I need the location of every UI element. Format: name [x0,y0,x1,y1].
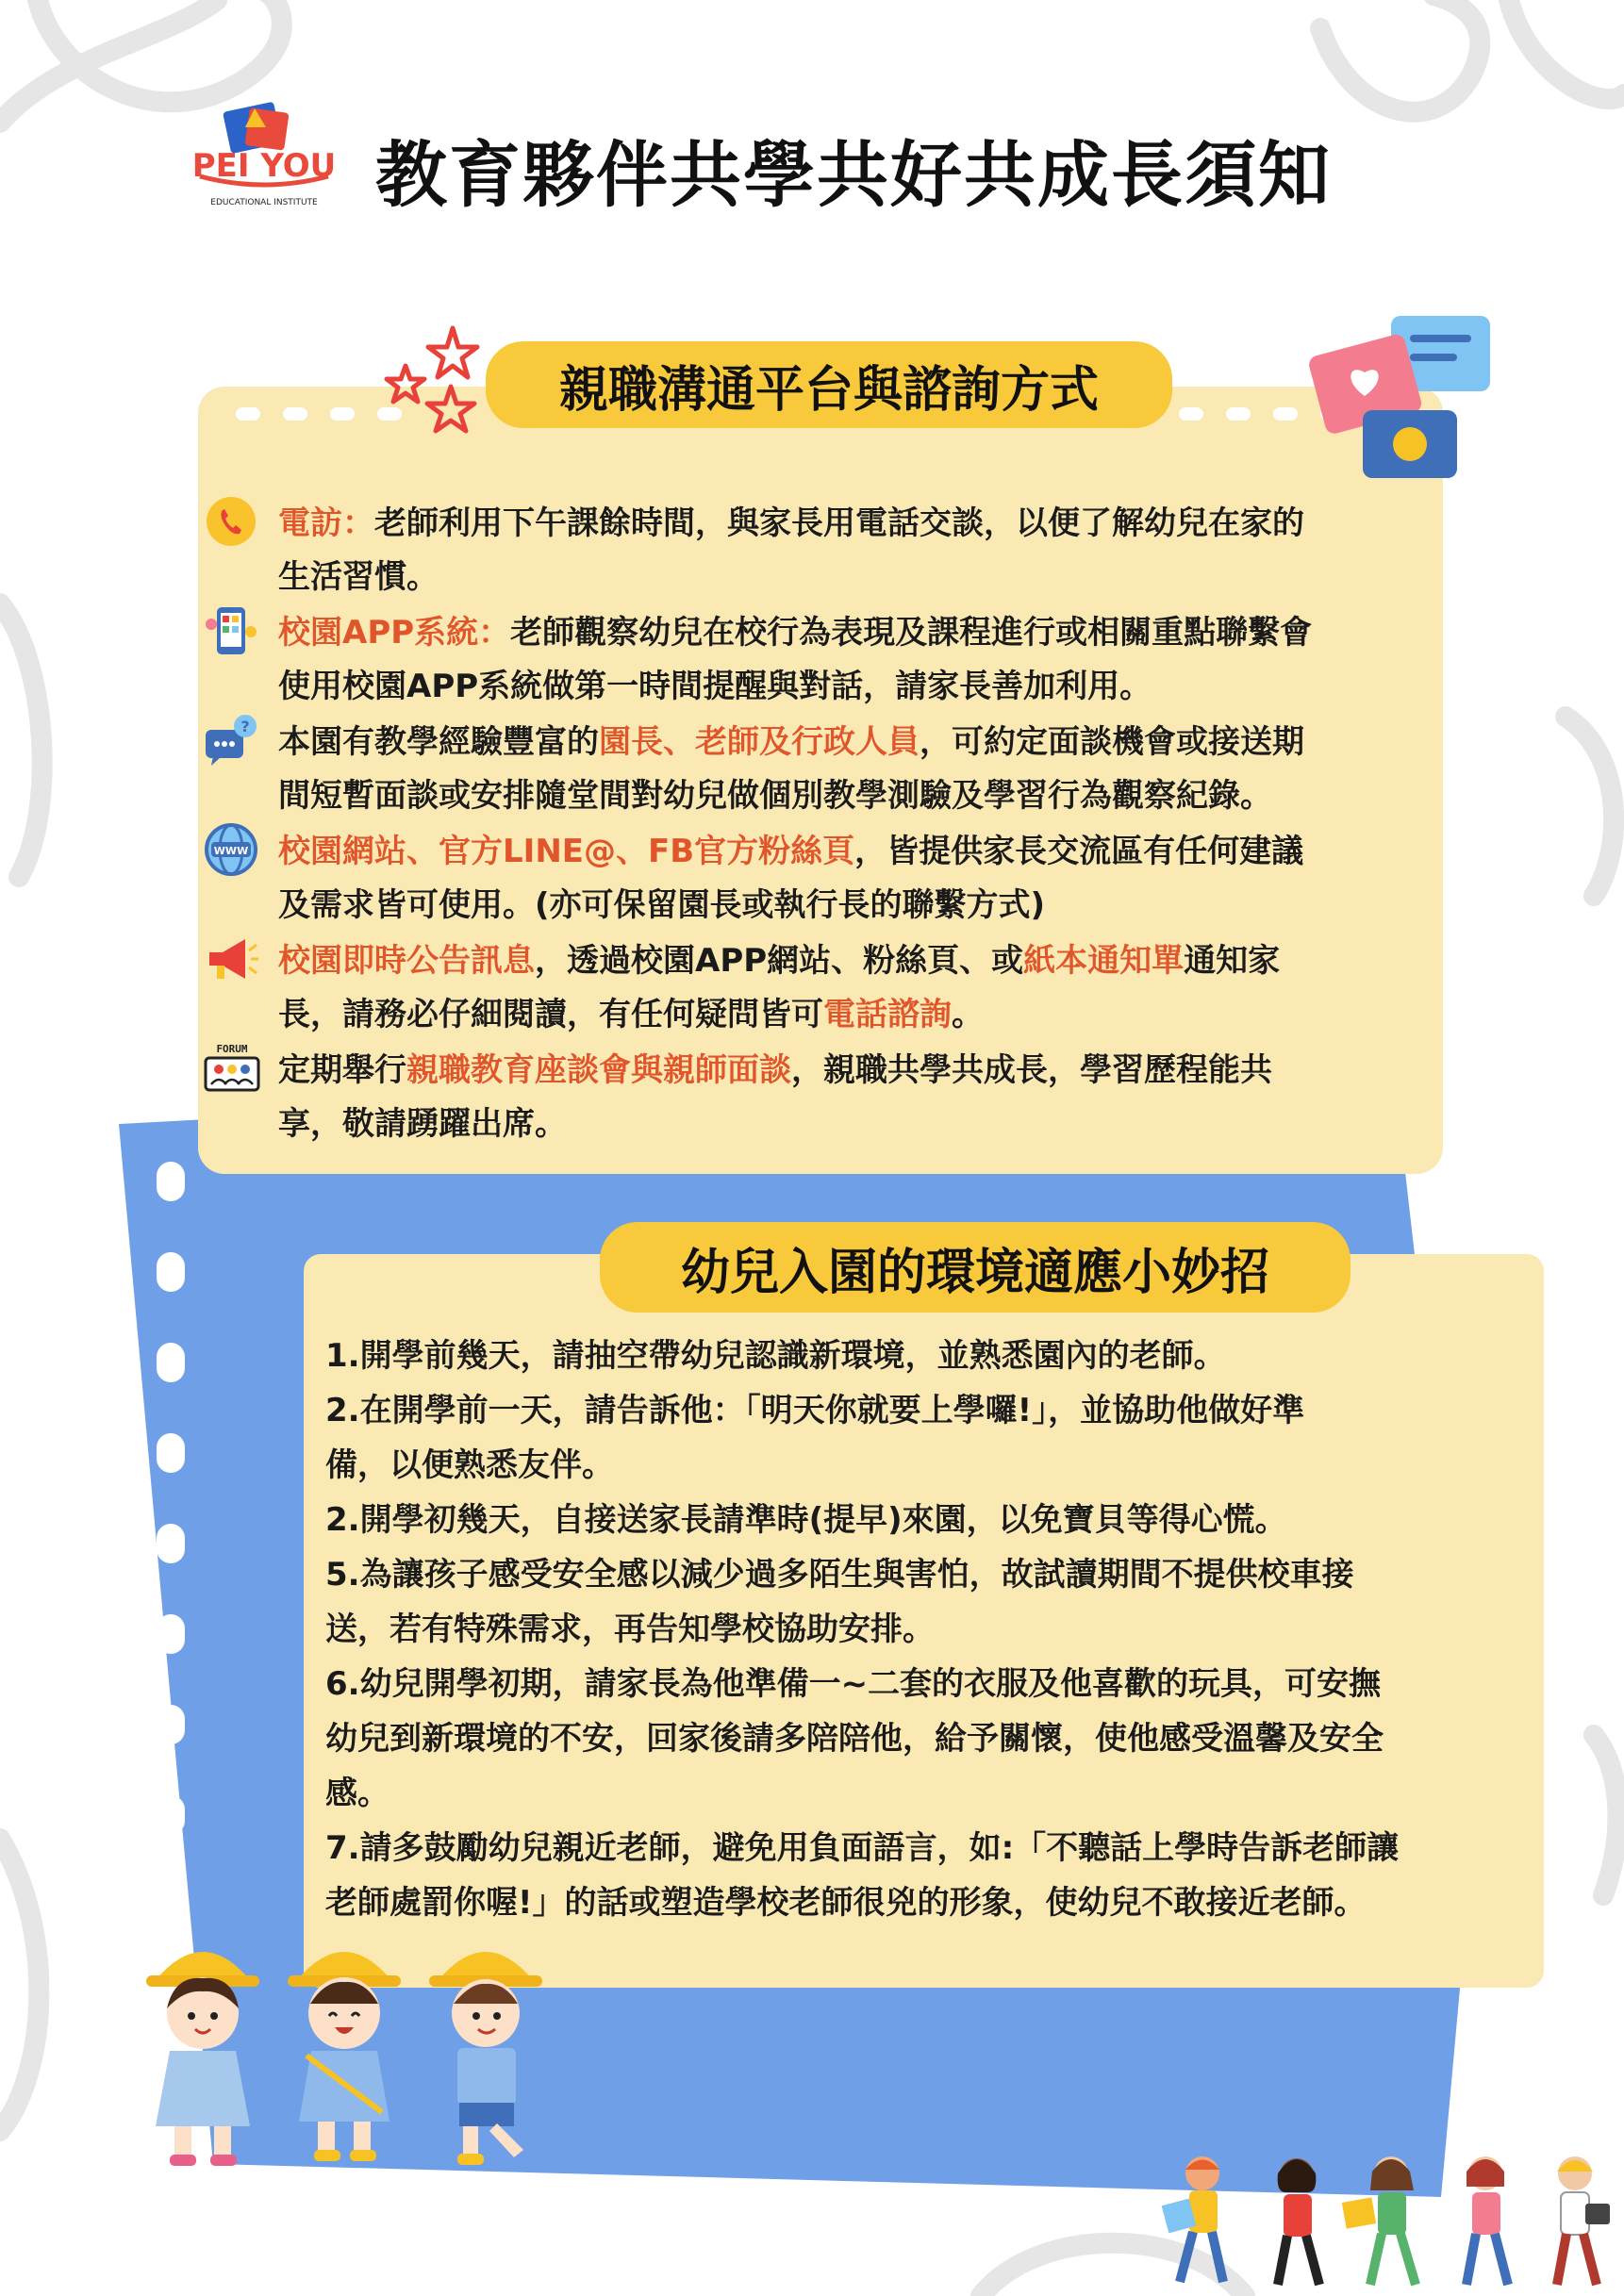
sheet-hole [157,1252,185,1292]
sheet-hole [157,1705,185,1744]
stars-icon [377,321,500,443]
tip-line: 2.在開學前一天，請告訴他：「明天你就要上學囉!」，並協助他做好準 [325,1392,1305,1429]
contact-item-phone [278,497,1410,604]
contact-item-forum [278,1044,1410,1151]
item-text: ，透過校園APP網站、粉絲頁、或 [535,942,1024,980]
walking-students-illustration [1146,2145,1617,2296]
sheet-hole [157,1614,185,1654]
item-text: 老師觀察幼兒在校行為表現及課程進行或相關重點聯繫會 [510,614,1313,652]
sheet-hole [157,1433,185,1473]
item-text: 使用校園APP系統做第一時間提醒與對話，請家長善加利用。 [278,668,1152,705]
contact-item-staff [278,716,1410,823]
item-line [278,660,1410,714]
kindergarten-children-illustration [146,1924,589,2178]
svg-text:WWW: WWW [213,845,249,857]
item-line [278,606,1410,660]
item-text: 及需求皆可使用。(亦可保留園長或執行長的聯繫方式) [278,886,1046,924]
phone-icon [204,494,258,549]
page-title: 教育夥伴共學共好共成長須知 [375,133,1332,217]
contact-item-announcement [278,934,1410,1042]
contact-item-app [278,606,1410,714]
item-text: 老師利用下午課餘時間，與家長用電話交談，以便了解幼兒在家的 [374,504,1304,542]
item-text: 長，請務必仔細閱讀，有任何疑問皆可 [278,996,823,1033]
item-text: 生活習慣。 [278,558,439,596]
item-line [278,825,1410,879]
item-text: ，皆提供家長交流區有任何建議 [854,833,1304,870]
item-text: 親職教育座談會與親師面談 [406,1051,791,1089]
tip-line: 送，若有特殊需求，再告知學校協助安排。 [325,1611,935,1648]
logo-text: PEI YOU [191,147,337,185]
globe-icon [204,822,258,877]
item-text: ，可約定面談機會或接送期 [920,723,1304,761]
item-line [278,716,1410,769]
item-text: ，親職共學共成長，學習歷程能共 [791,1051,1272,1089]
item-line [278,988,1410,1042]
tip-line: 5.為讓孩子感受安全感以減少過多陌生與害怕，故試讀期間不提供校車接 [325,1556,1354,1594]
tip-line: 備，以便熟悉友伴。 [325,1446,614,1484]
sheet-hole [157,1343,185,1382]
sheet-hole [157,1795,185,1835]
item-text: 。 [952,996,984,1033]
item-line [278,879,1410,933]
item-line [278,551,1410,604]
item-text: 電訪： [278,504,374,542]
chat-question-icon [204,713,258,768]
item-text: 電話諮詢 [823,996,952,1033]
app-icon [204,603,258,658]
sheet-hole [157,1524,185,1563]
item-line [278,769,1410,823]
section1-title: 親職溝通平台與諮詢方式 [486,341,1172,428]
logo-subtext: EDUCATIONAL INSTITUTE [210,198,318,207]
social-chat-icon [1306,306,1504,495]
contact-item-website [278,825,1410,933]
item-text: 校園網站、官方LINE@、FB官方粉絲頁 [278,833,855,870]
tip-line: 老師處罰你喔!」的話或塑造學校老師很兇的形象，使幼兒不敢接近老師。 [325,1884,1367,1922]
item-text: 校園即時公告訊息 [278,942,535,980]
tip-line: 2.開學初幾天，自接送家長請準時(提早)來園，以免寶貝等得心慌。 [325,1501,1287,1539]
megaphone-icon [204,932,258,986]
item-text: 通知家 [1184,942,1281,980]
item-text: 校園APP系統： [278,614,511,652]
forum-icon-label: FORUM [216,1043,248,1055]
item-text: 定期舉行 [278,1051,406,1089]
section2-title: 幼兒入園的環境適應小妙招 [600,1222,1351,1313]
item-line [278,1044,1410,1098]
tip-line: 感。 [325,1775,389,1812]
tip-line: 7.請多鼓勵幼兒親近老師，避免用負面語言，如:「不聽話上學時告訴老師讓 [325,1829,1400,1867]
forum-icon [202,1041,262,1096]
svg-text:?: ? [240,718,250,735]
tip-line: 6.幼兒開學初期，請家長為他準備一~二套的衣服及他喜歡的玩具，可安撫 [325,1665,1382,1703]
item-line [278,1098,1410,1151]
item-text: 本園有教學經驗豐富的 [278,723,599,761]
item-text: 園長、老師及行政人員 [599,723,920,761]
item-text: 享，敬請踴躍出席。 [278,1105,567,1143]
item-text: 間短暫面談或安排隨堂間對幼兒做個別教學測驗及學習行為觀察紀錄。 [278,777,1272,815]
item-text: 紙本通知單 [1023,942,1185,980]
school-logo [189,99,340,212]
tip-line: 幼兒到新環境的不安，回家後請多陪陪他，給予關懷，使他感受溫馨及安全 [325,1720,1384,1758]
sheet-hole [157,1162,185,1201]
tip-line: 1.開學前幾天，請抽空帶幼兒認識新環境，並熟悉園內的老師。 [325,1337,1226,1375]
item-line [278,934,1410,988]
item-line [278,497,1410,551]
